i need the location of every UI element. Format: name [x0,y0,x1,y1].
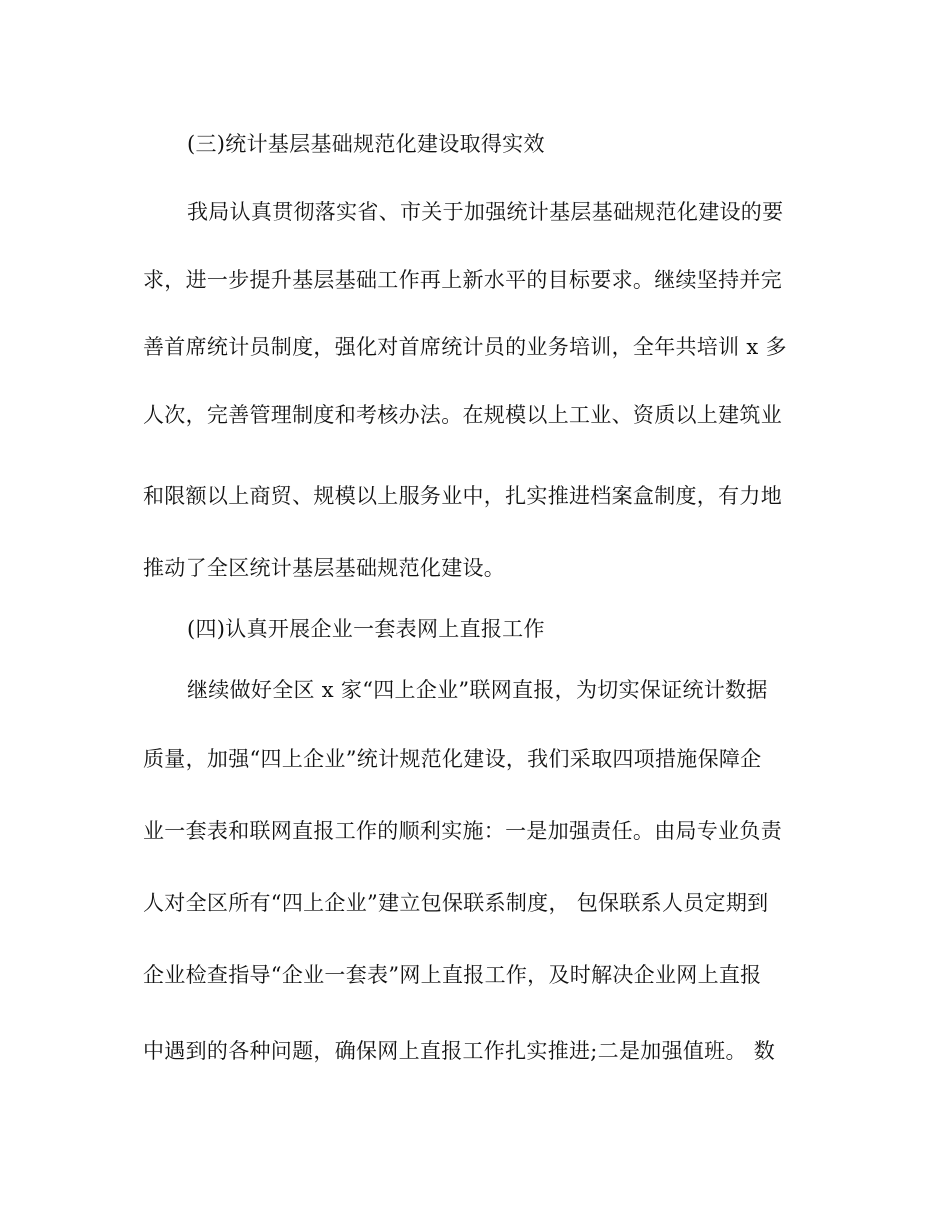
section-heading-4: (四)认真开展企业一套表网上直报工作 [187,617,545,641]
paragraph-line: 企业检查指导“企业一套表”网上直报工作，及时解决企业网上直报 [143,963,762,987]
paragraph-line: 质量，加强“四上企业”统计规范化建设，我们采取四项措施保障企 [143,747,762,771]
paragraph-line: 我局认真贯彻落实省、市关于加强统计基层基础规范化建设的要 [187,200,784,224]
paragraph-line: 人次，完善管理制度和考核办法。在规模以上工业、资质以上建筑业 [143,403,782,427]
paragraph-line: 求，进一步提升基层基础工作再上新水平的目标要求。继续坚持并完 [143,268,782,292]
paragraph-line: 继续做好全区 x 家“四上企业”联网直报，为切实保证统计数据 [187,678,768,702]
paragraph-line: 善首席统计员制度，强化对首席统计员的业务培训，全年共培训 x 多 [143,335,787,359]
paragraph-line: 推动了全区统计基层基础规范化建设。 [143,556,506,580]
paragraph-line: 中遇到的各种问题，确保网上直报工作扎实推进;二是加强值班。 数 [143,1039,776,1063]
paragraph-line: 和限额以上商贸、规模以上服务业中，扎实推进档案盒制度，有力地 [143,484,782,508]
paragraph-line: 业一套表和联网直报工作的顺利实施：一是加强责任。由局专业负责 [143,819,782,843]
paragraph-line: 人对全区所有“四上企业”建立包保联系制度， 包保联系人员定期到 [143,891,769,915]
section-heading-3: (三)统计基层基础规范化建设取得实效 [187,132,545,156]
